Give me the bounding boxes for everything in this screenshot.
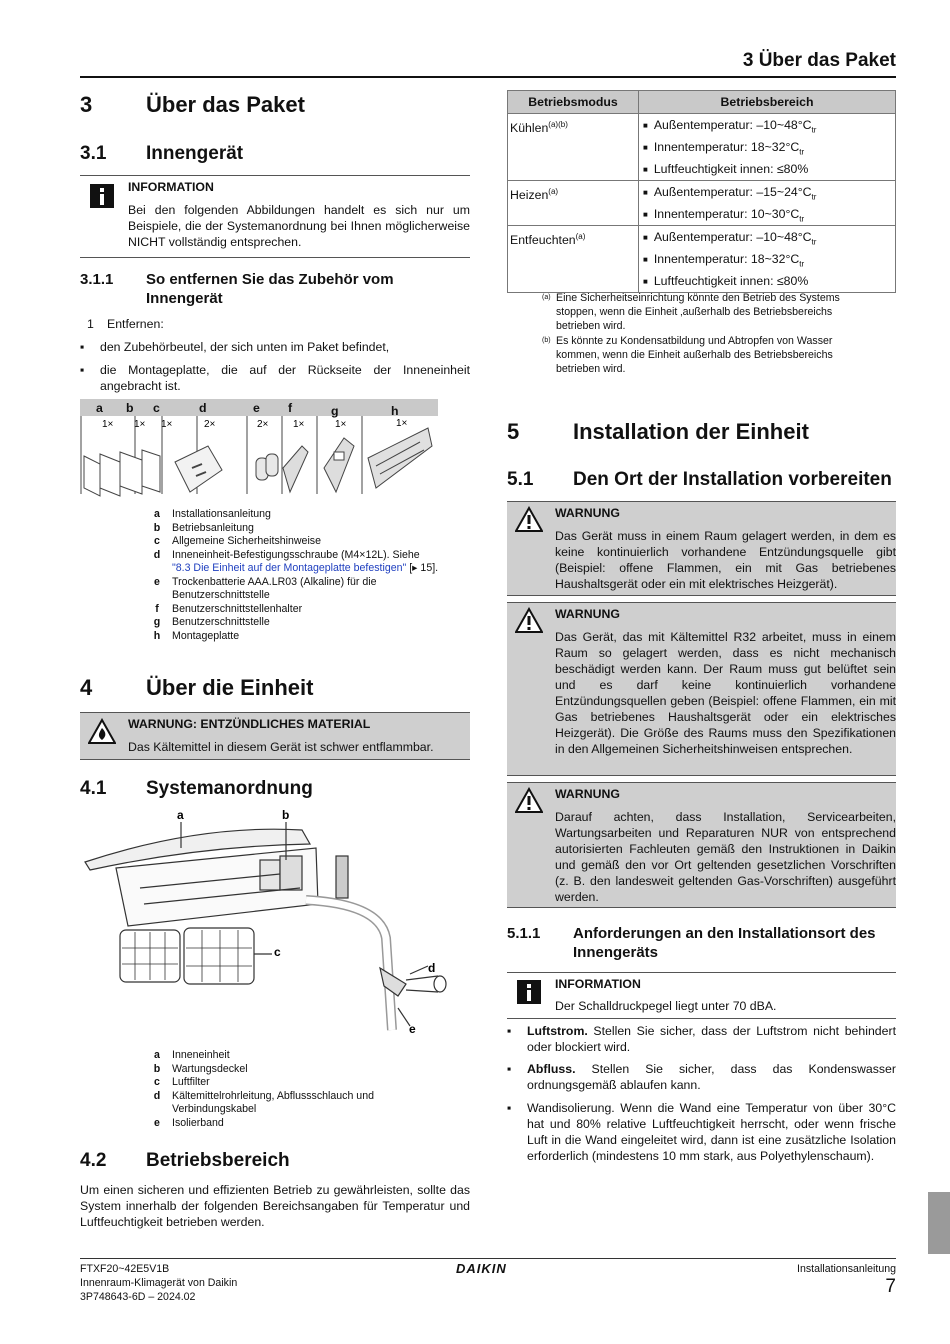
warning-icon <box>515 607 543 635</box>
section-title: Betriebsbereich <box>146 1150 290 1171</box>
range-item: Innentemperatur: 10~30°C <box>653 207 800 221</box>
figure-label-c: c <box>274 945 281 959</box>
accessory-letter-a: a <box>96 401 103 415</box>
column-header: Betriebsbereich <box>639 91 896 114</box>
step-text: Entfernen: <box>107 317 164 331</box>
accessory-count: 1× <box>102 419 114 430</box>
mode-cell: Kühlen <box>510 121 549 136</box>
legend-value: Montageplatte <box>172 629 240 642</box>
accessory-letter-e: e <box>253 401 260 415</box>
warning-box <box>507 602 896 776</box>
warning-text: Darauf achten, dass Installation, Servicearbeiten, Wartungsarbeiten und Reparaturen NUR von entsprechend autorisierten Fachleuten gemäß den Instruktionen in Daikin und gemäß den vor Ort geltenden gesetzlichen Vorschriften (z. B. den landesweit geltenden Gas-Vorschriften) ausgeführt werden. <box>555 810 896 904</box>
list-item-lead: Luftstrom. <box>527 1024 588 1038</box>
warning-text: Das Gerät muss in einem Raum gelagert werden, in dem es keine kontinuierlich vorhandene Entzündungsquelle gibt (Beispiel: offene Flammen, ein mit Gas betriebenes Haushaltsgerät oder ein mit elektrisches Heizgerät). <box>555 529 896 591</box>
accessory-letter-b: b <box>126 401 134 415</box>
table-row: Entfeuchten$^{(a)}$ ■ Außentemperatur: $-10\sim 48^\circ C_{tr}$ ■ Innentemperatur: $18\sim 32^\circ C_{tr}$ ■ Luftfeuchtigkeit innen: ≤80% <box>508 226 896 293</box>
figure-label-d: d <box>428 961 436 975</box>
range-item: Luftfeuchtigkeit innen: ≤80% <box>653 274 809 288</box>
accessory-letter-d: d <box>199 401 207 415</box>
legend-value: Luftfilter <box>172 1076 210 1088</box>
table-footnote-a <box>542 291 872 333</box>
accessory-count: 1× <box>293 419 305 430</box>
legend-value: Inneneinheit-Befestigungsschraube (M4×12L). Siehe <box>172 548 420 561</box>
warning-text: Das Kältemittel in diesem Gerät ist schwer entflammbar. <box>128 740 434 754</box>
section-title-line2: Innengerät <box>146 290 223 307</box>
information-icon <box>515 978 543 1006</box>
warning-title: WARNUNG: ENTZÜNDLICHES MATERIAL <box>128 717 371 731</box>
section-number: 5.1.1 <box>507 925 541 942</box>
list-item-lead: Abfluss. <box>527 1062 576 1076</box>
unit-subscript: tr <box>799 147 805 157</box>
list-item-text: die Montageplatte, die auf der Rückseite der Inneneinheit angebracht ist. <box>100 363 470 393</box>
accessory-letter-c: c <box>153 401 160 415</box>
legend-key: c <box>154 535 160 547</box>
legend-key: d <box>153 548 161 561</box>
unit-subscript: tr <box>799 214 805 224</box>
warning-text: Das Gerät, das mit Kältemittel R32 arbeitet, muss in einem Raum so gelagert werden, dass es nicht mechanisch beschädigt werden kann. Der Raum muss gut belüftet sein und es darf keine kontinuierlich vorhandene Entzündungsquellen geben (Beispiel: offene Flammen, ein mit Gas betriebenes Haushaltsgerät oder ein elektrisches Heizgerät). Die Größe des Raums muss den Spezifikationen in den Allgemeinen Sicherheitshinweisen entsprechen. <box>555 630 896 756</box>
section-title: Über die Einheit <box>146 675 314 700</box>
accessories-illustration <box>80 416 440 498</box>
section-5-1-heading <box>507 469 892 491</box>
section-number: 5.1 <box>507 469 534 490</box>
legend-key: a <box>154 508 160 520</box>
section-5-1-1-heading <box>507 924 896 964</box>
legend-key: c <box>154 1076 160 1088</box>
information-text: Bei den folgenden Abbildungen handelt es sich nur um Beispiele, die der Systemanordnung bei Ihnen möglicherweise NICHT vollständig entsprechen. <box>128 203 470 249</box>
unit-subscript: tr <box>799 259 805 269</box>
system-layout-illustration <box>80 808 460 1043</box>
list-item-text: Stellen Sie sicher, dass das Kondenswasser ordnungsgemäß ablaufen kann. <box>527 1062 896 1092</box>
accessory-letter-h: h <box>391 404 399 418</box>
section-title: Innengerät <box>146 143 244 164</box>
information-title: INFORMATION <box>128 180 214 194</box>
legend-value: Benutzerschnittstellenhalter <box>172 602 303 615</box>
footnote-mark: (b) <box>542 337 551 344</box>
section-number: 3.1.1 <box>80 271 114 288</box>
operating-range-table <box>507 90 896 293</box>
legend-key: e <box>154 1116 160 1129</box>
range-item: Luftfeuchtigkeit innen: ≤80% <box>653 162 809 176</box>
range-item: Innentemperatur: 18~32°C <box>653 140 800 154</box>
section-3-1-heading <box>80 143 243 165</box>
warning-icon <box>515 506 543 534</box>
footnote-mark: (a) <box>548 187 559 196</box>
section-4-2-text: Um einen sicheren und effizienten Betrieb zu gewährleisten, sollte das System innerhalb der folgenden Bereichsangaben für Temperatur und Luftfeuchtigkeit betrieben werden. <box>80 1183 470 1229</box>
list-item-text: Wandisolierung. Wenn die Wand eine Temperatur von über 30°C hat und 80% relative Luftfeuchtigkeit herrscht, oder wenn frische Luft in die Wand eingeleitet wird, dann ist eine zusätzliche Isolation erforderlich (mindestens 10 mm stark, aus Polyethylenschaum). <box>527 1101 896 1163</box>
unit-subscript: tr <box>811 192 817 202</box>
mode-cell: Entfeuchten <box>510 233 576 248</box>
section-4-1-heading <box>80 778 313 800</box>
range-item: Innentemperatur: 18~32°C <box>653 252 800 266</box>
section-number: 4 <box>80 675 93 700</box>
accessory-count: 1× <box>335 419 347 430</box>
legend-key: b <box>153 521 161 534</box>
legend-value: Benutzerschnittstelle <box>172 616 270 628</box>
legend-value: Isolierband <box>172 1116 224 1129</box>
section-number: 3 <box>80 92 93 117</box>
warning-title: WARNUNG <box>555 506 620 520</box>
list-item-text: den Zubehörbeutel, der sich unten im Paket befindet, <box>100 340 390 354</box>
table-row: Heizen$^{(a)}$ ■ Außentemperatur: $-15\sim 24^\circ C_{tr}$ ■ Innentemperatur: $10\sim 30^\circ C_{tr}$ <box>508 181 896 226</box>
section-3-heading <box>80 92 305 118</box>
information-text: Der Schalldruckpegel liegt unter 70 dBA. <box>555 999 777 1013</box>
section-number: 3.1 <box>80 143 107 164</box>
section-title: Den Ort der Installation vorbereiten <box>573 469 892 490</box>
legend-value: Wartungsdeckel <box>172 1062 248 1075</box>
legend-key: d <box>153 1089 161 1102</box>
legend-value-continued: Benutzerschnittstelle <box>172 589 270 601</box>
flammable-warning-icon <box>88 718 116 746</box>
footer-model: FTXF20~42E5V1B <box>80 1263 170 1275</box>
unit-subscript: tr <box>811 237 817 247</box>
accessory-count: 1× <box>396 418 408 429</box>
page-number: 7 <box>885 1276 896 1297</box>
mode-cell: Heizen <box>510 188 549 203</box>
figure-label-a: a <box>177 808 184 822</box>
accessory-letter-g: g <box>331 404 339 418</box>
range-item: Außentemperatur: –10~48°C <box>653 118 812 132</box>
range-item: Außentemperatur: –15~24°C <box>653 185 812 199</box>
accessory-count: 2× <box>204 419 216 430</box>
footer-product: Innenraum-Klimagerät von Daikin <box>80 1277 238 1289</box>
information-box <box>80 175 470 258</box>
accessories-legend <box>150 508 470 643</box>
section-4-2-heading <box>80 1150 290 1172</box>
section-4-heading <box>80 675 313 701</box>
range-item: Außentemperatur: –10~48°C <box>653 230 812 244</box>
footnote-text: Es könnte zu Kondensatbildung und Abtropfen von Wasser kommen, wenn die Einheit außerhalb des Betriebsbereichs betrieben wird. <box>556 335 833 375</box>
table-footnote-b <box>542 334 872 376</box>
legend-value: Betriebsanleitung <box>172 521 254 534</box>
legend-key: f <box>155 602 159 615</box>
system-layout-legend <box>150 1049 470 1131</box>
legend-key: h <box>153 629 161 642</box>
footnote-mark: (a)(b) <box>548 120 568 129</box>
unit-subscript: tr <box>811 125 817 135</box>
legend-value: Allgemeine Sicherheitshinweise <box>172 535 321 547</box>
information-title: INFORMATION <box>555 977 641 991</box>
legend-key: b <box>153 1062 161 1075</box>
accessory-letter-f: f <box>288 401 293 415</box>
footer-doc-number: 3P748643-6D – 2024.02 <box>80 1291 196 1303</box>
accessory-count: 2× <box>257 419 269 430</box>
step-number: 1 <box>87 317 94 331</box>
section-title-line2: Innengeräts <box>573 944 659 961</box>
section-title: Installation der Einheit <box>573 419 809 444</box>
warning-title: WARNUNG <box>555 607 620 621</box>
figure-label-e: e <box>409 1022 416 1036</box>
page-reference: [▸ 15]. <box>409 562 439 574</box>
accessory-count: 1× <box>134 419 146 430</box>
legend-value: Installationsanleitung <box>172 508 271 520</box>
warning-title: WARNUNG <box>555 787 620 801</box>
section-5-heading <box>507 419 809 445</box>
section-title-line1: Anforderungen an den Installationsort des <box>573 925 876 942</box>
legend-key: e <box>154 575 160 588</box>
section-3-1-1-heading <box>80 270 470 310</box>
legend-value: Inneneinheit <box>172 1049 230 1061</box>
legend-value-continued: Verbindungskabel <box>172 1103 257 1115</box>
list-item-text: Stellen Sie sicher, dass der Luftstrom nicht behindert oder blockiert wird. <box>527 1024 896 1054</box>
information-box <box>507 972 896 1019</box>
information-icon <box>88 182 116 210</box>
legend-key: g <box>153 616 161 628</box>
section-title: Systemanordnung <box>146 778 313 799</box>
footnote-mark: (a) <box>575 232 586 241</box>
warning-box <box>507 501 896 596</box>
column-header: Betriebsmodus <box>508 91 639 114</box>
footer-doc-type: Installationsanleitung <box>797 1263 896 1275</box>
legend-value: Kältemittelrohrleitung, Abflussschlauch und <box>172 1089 374 1102</box>
header-rule <box>80 76 896 78</box>
figure-label-b: b <box>282 808 290 822</box>
cross-reference-link[interactable]: "8.3 Die Einheit auf der Montageplatte befestigen" <box>172 562 407 574</box>
warning-flammable-box <box>80 712 470 760</box>
legend-key: a <box>154 1049 160 1061</box>
legend-value: Trockenbatterie AAA.LR03 (Alkaline) für die <box>172 575 377 588</box>
daikin-logo: DAIKIN <box>456 1261 507 1276</box>
section-title-line1: So entfernen Sie das Zubehör vom <box>146 271 394 288</box>
warning-icon <box>515 787 543 815</box>
section-title: Über das Paket <box>146 92 305 117</box>
section-number: 4.1 <box>80 778 107 799</box>
warning-box <box>507 782 896 908</box>
footer-rule <box>80 1258 896 1259</box>
running-header: 3 Über das Paket <box>742 50 896 71</box>
footnote-mark: (a) <box>542 294 551 301</box>
table-row: Kühlen$^{(a)(b)}$ ■ Außentemperatur: $-10\sim 48^\circ C_{tr}$ ■ Innentemperatur: $18\sim 32^\circ C_{tr}$ ■ Luftfeuchtigkeit innen: ≤80% <box>508 114 896 181</box>
section-number: 4.2 <box>80 1150 107 1171</box>
chapter-side-tab <box>928 1192 950 1254</box>
accessory-count: 1× <box>161 419 173 430</box>
footnote-text: Eine Sicherheitseinrichtung könnte den Betrieb des Systems stoppen, wenn die Einheit ‚außerhalb des Betriebsbereichs betrieben wird. <box>556 292 840 332</box>
section-number: 5 <box>507 419 520 444</box>
